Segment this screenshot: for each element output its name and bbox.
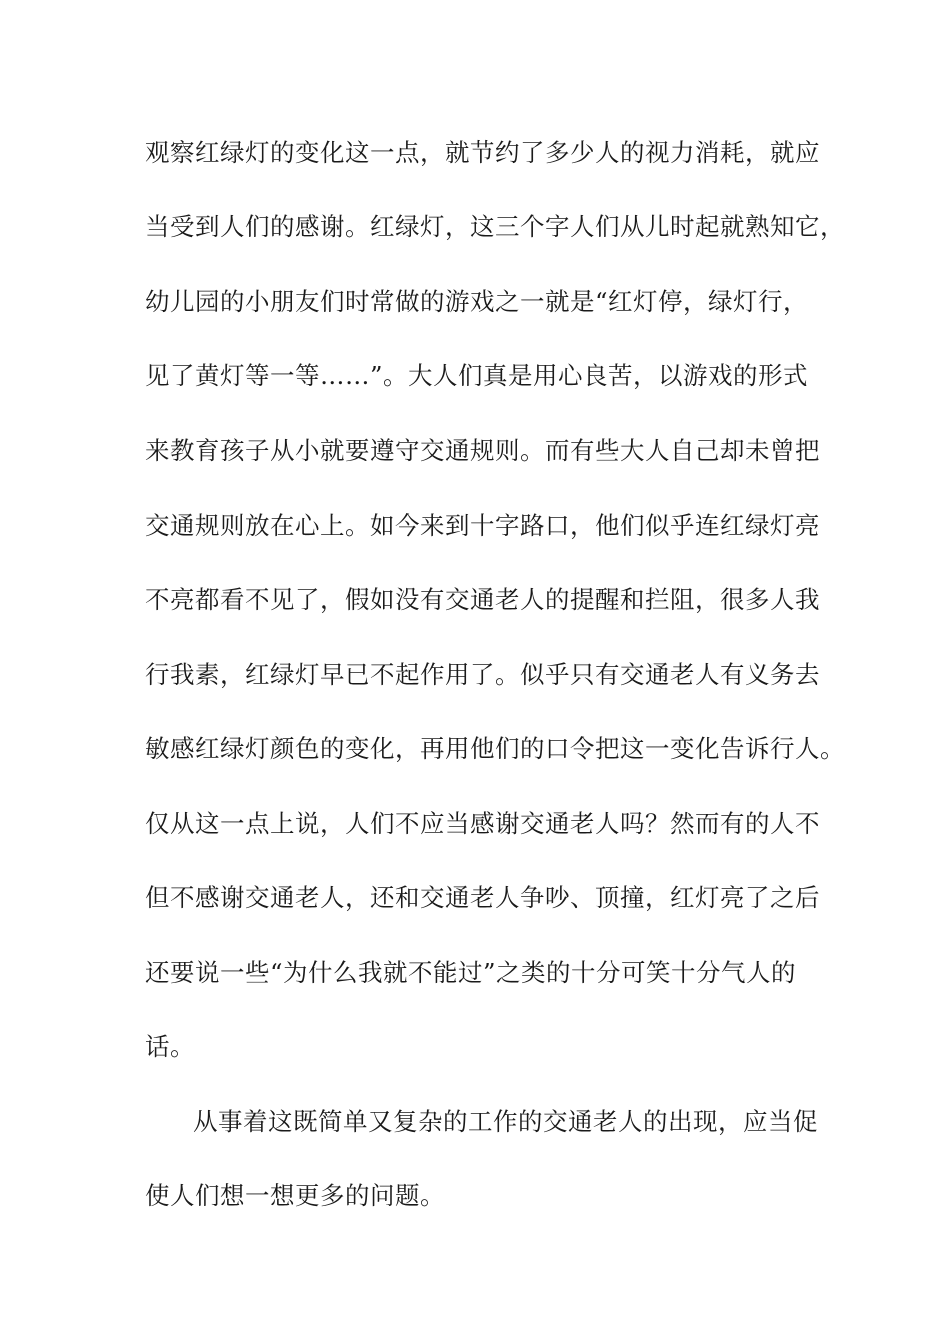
paragraph-line: 使人们想一想更多的问题。 — [145, 1181, 445, 1210]
paragraph-line: 仅从这一点上说，人们不应当感谢交通老人吗？然而有的人不 — [145, 809, 820, 838]
paragraph-line: 行我素，红绿灯早已不起作用了。似乎只有交通老人有义务去 — [145, 660, 820, 689]
paragraph-line: 话。 — [145, 1032, 195, 1061]
paragraph-line: 观察红绿灯的变化这一点，就节约了多少人的视力消耗，就应 — [145, 138, 820, 167]
paragraph-line: 幼儿园的小朋友们时常做的游戏之一就是“红灯停，绿灯行， — [145, 287, 809, 316]
paragraph-line: 交通规则放在心上。如今来到十字路口，他们似乎连红绿灯亮 — [145, 511, 820, 540]
paragraph-line: 从事着这既简单又复杂的工作的交通老人的出现，应当促 — [193, 1107, 818, 1136]
paragraph-line: 但不感谢交通老人，还和交通老人争吵、顶撞，红灯亮了之后 — [145, 883, 820, 912]
paragraph-line: 不亮都看不见了，假如没有交通老人的提醒和拦阻，很多人我 — [145, 585, 820, 614]
paragraph-line: 见了黄灯等一等……”。大人们真是用心良苦，以游戏的形式 — [145, 361, 809, 390]
paragraph-line: 敏感红绿灯颜色的变化，再用他们的口令把这一变化告诉行人。 — [145, 734, 845, 763]
paragraph-line: 来教育孩子从小就要遵守交通规则。而有些大人自己却未曾把 — [145, 436, 820, 465]
paragraph-line: 当受到人们的感谢。红绿灯，这三个字人们从儿时起就熟知它， — [145, 212, 845, 241]
paragraph-line: 还要说一些“为什么我就不能过”之类的十分可笑十分气人的 — [145, 958, 797, 987]
